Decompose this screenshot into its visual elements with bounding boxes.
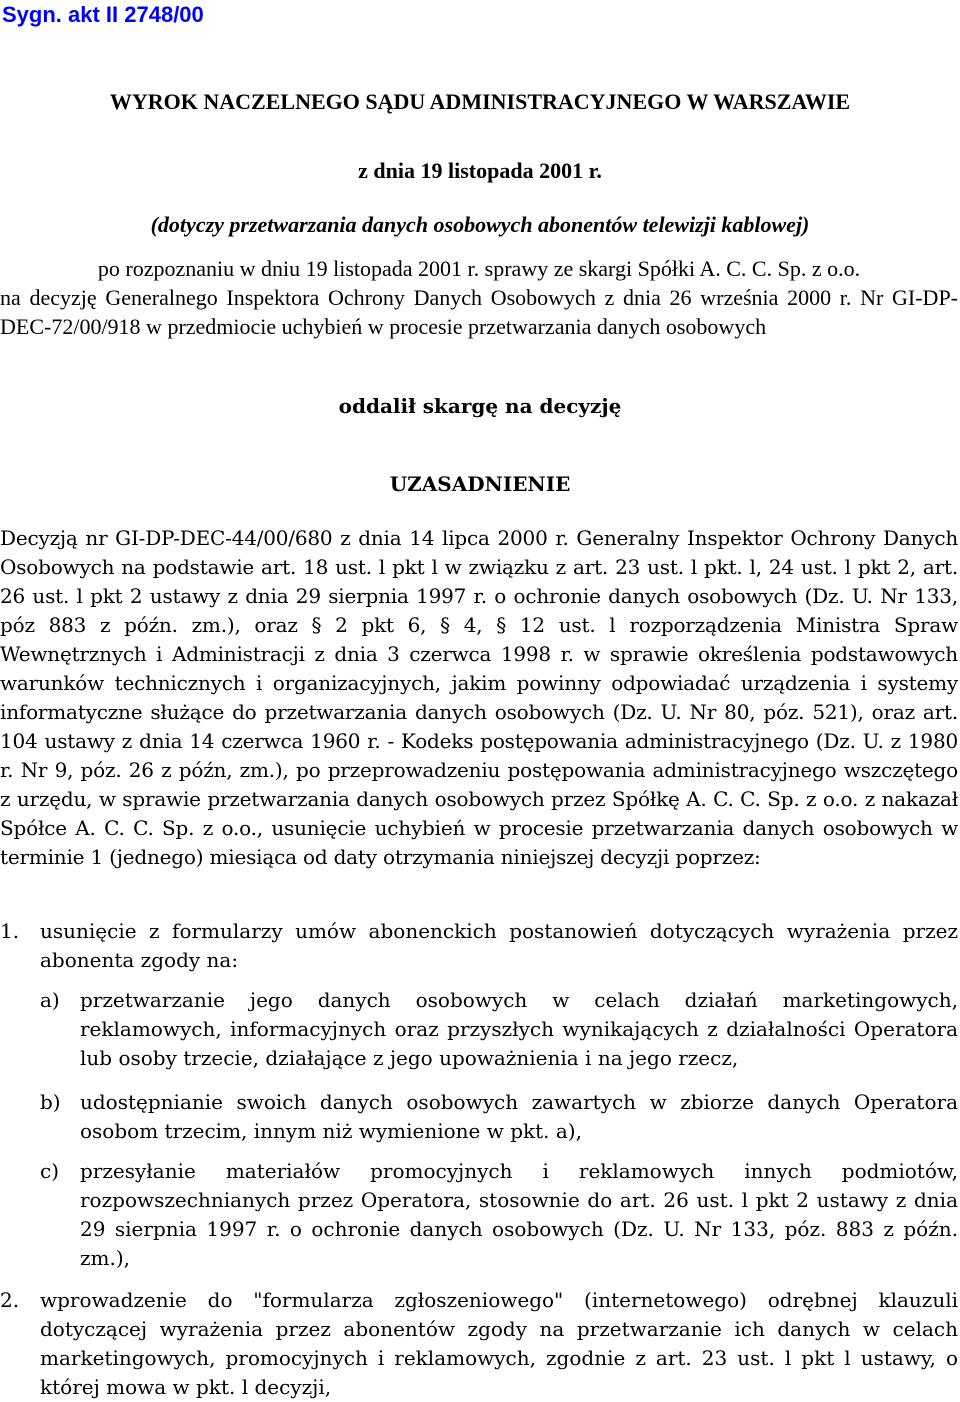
intro-paragraph (0, 254, 958, 341)
list-item-b (0, 1088, 958, 1146)
judgment-date: z dnia 19 listopada 2001 r. (358, 158, 602, 183)
list-item-2 (0, 1286, 958, 1402)
justification-heading: UZASADNIENIE (389, 472, 571, 496)
intro-rest: na decyzję Generalnego Inspektora Ochrony Danych Osobowych z dnia 26 września 2000 r. Nr GI-DP-DEC-72/00/918 w przedmiocie uchybień w procesie przetwarzania danych osobowych (0, 285, 958, 339)
intro-first-line: po rozpoznaniu w dniu 19 listopada 2001 r. sprawy ze skargi Spółki A. C. C. Sp. z o.o. (97, 256, 861, 281)
list-item-text: przesyłanie materiałów promocyjnych i reklamowych innych podmiotów, rozpowszechnianych przez Operatora, stosownie do art. 26 ust. l pkt 2 ustawy z dnia 29 sierpnia 1997 r. o ochronie danych osobowych (Dz. U. Nr 133, póz. 883 z późn. zm.), (80, 1159, 958, 1270)
list-item-a (0, 986, 958, 1073)
list-item-c (0, 1157, 958, 1273)
justification-body: Decyzją nr GI-DP-DEC-44/00/680 z dnia 14 lipca 2000 r. Generalny Inspektor Ochrony Danych Osobowych na podstawie art. 18 ust. l pkt l w związku z art. 23 ust. l pkt. l, 24 ust. l pkt 2, art. 26 ust. l pkt 2 ustawy z dnia 29 sierpnia 1997 r. o ochronie danych osobowych (Dz. U. Nr 133, póz 883 z późn. zm.), oraz § 2 pkt 6, § 4, § 12 ust. l rozporządzenia Ministra Spraw Wewnętrznych i Administracji z dnia 3 czerwca 1998 r. w sprawie określenia podstawowych warunków technicznych i organizacyjnych, jakim powinny odpowiadać urządzenia i systemy informatyczne służące do przetwarzania danych osobowych (Dz. U. Nr 80, póz. 521), oraz art. 104 ustawy z dnia 14 czerwca 1960 r. - Kodeks postępowania administracyjnego (Dz. U. z 1980 r. Nr 9, póz. 26 z późn, zm.), po przeprowadzeniu postępowania administracyjnego wszczętego z urzędu, w sprawie przetwarzania danych osobowych przez Spółkę A. C. C. Sp. z o.o. z nakazał Spółce A. C. C. Sp. z o.o., usunięcie uchybień w procesie przetwarzania danych osobowych w terminie 1 (jednego) miesiąca od daty otrzymania niniejszej decyzji poprzez: (0, 526, 958, 869)
list-item-number: 1. (0, 919, 20, 943)
verdict-heading: oddalił skargę na decyzję (338, 394, 622, 418)
judgment-subject: (dotyczy przetwarzania danych osobowych abonentów telewizji kablowej) (150, 212, 810, 237)
list-item-1 (0, 917, 958, 975)
case-signature: Sygn. akt II 2748/00 (2, 2, 204, 27)
list-item-number: a) (40, 988, 60, 1012)
list-item-text: udostępnianie swoich danych osobowych zawartych w zbiorze danych Operatora osobom trzecim, innym niż wymienione w pkt. a), (80, 1090, 958, 1143)
list-item-text: wprowadzenie do "formularza zgłoszeniowego" (internetowego) odrębnej klauzuli dotyczącej wyrażenia przez abonentów zgody na przetwarzanie ich danych w celach marketingowych, promocyjnych i reklamowych, zgodnie z art. 23 ust. l pkt l ustawy, o której mowa w pkt. l decyzji, (40, 1288, 958, 1399)
list-item-number: c) (40, 1159, 60, 1183)
list-item-text: przetwarzanie jego danych osobowych w celach działań marketingowych, reklamowych, informacyjnych oraz przyszłych wynikających z działalności Operatora lub osoby trzecie, działające z jego upoważnienia i na jego rzecz, (80, 988, 958, 1070)
judgment-title: WYROK NACZELNEGO SĄDU ADMINISTRACYJNEGO W WARSZAWIE (109, 89, 851, 114)
list-item-text: usunięcie z formularzy umów abonenckich postanowień dotyczących wyrażenia przez abonenta zgody na: (40, 919, 958, 972)
list-item-number: 2. (0, 1288, 20, 1312)
list-item-number: b) (40, 1090, 61, 1114)
